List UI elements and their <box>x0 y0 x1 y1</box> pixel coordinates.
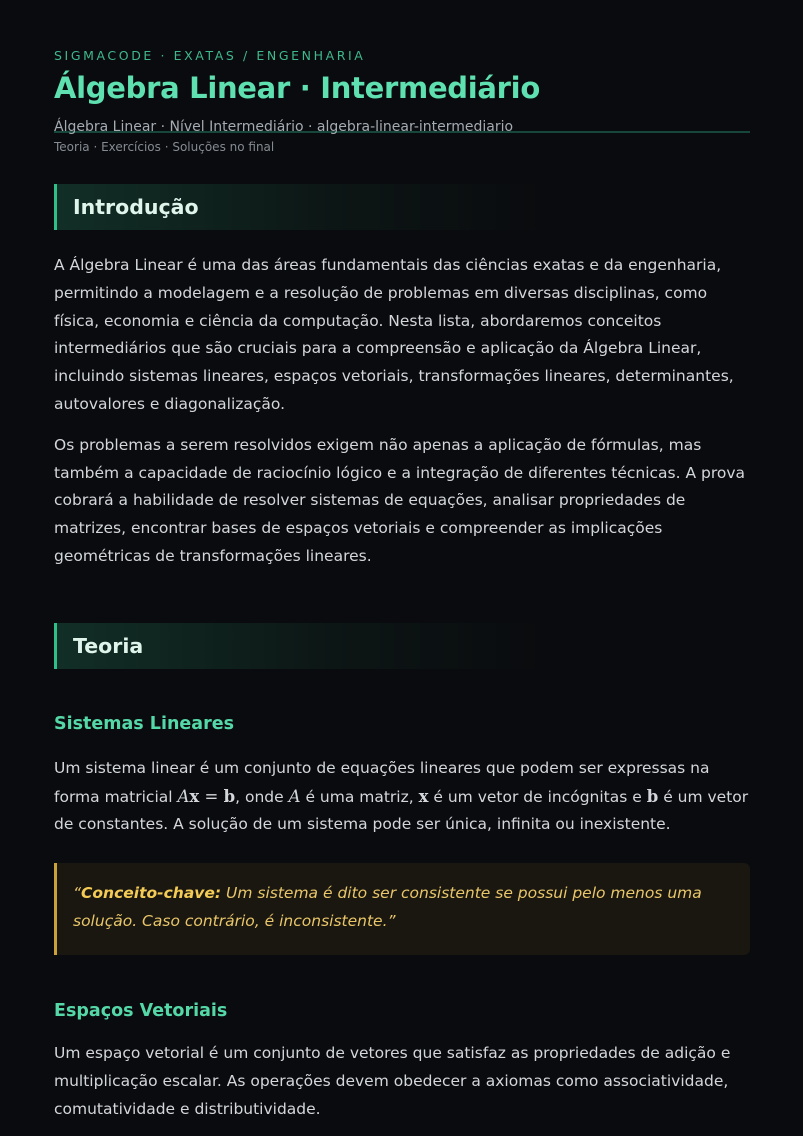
intro-heading: Introdução <box>73 195 199 219</box>
sl-text-5: é um vetor de constantes. A solução de um sistema pode ser única, infinita ou inexistente. <box>54 787 749 834</box>
symbol-x: x <box>418 786 429 806</box>
sl-text-2: , onde <box>235 787 289 806</box>
page-subtitle: Álgebra Linear · Nível Intermediário · algebra-linear-intermediario <box>54 119 514 135</box>
eq-vector-b: b <box>223 786 236 806</box>
page-title: Álgebra Linear · Intermediário <box>54 71 540 105</box>
sistemas-lineares-title: Sistemas Lineares <box>54 713 235 734</box>
document <box>54 0 750 1124</box>
page-meta: Teoria · Exercícios · Soluções no final <box>54 140 275 154</box>
symbol-b: b <box>646 786 659 806</box>
symbol-a: A <box>288 786 301 806</box>
concept-callout <box>54 863 750 955</box>
callout-open-quote: “ <box>73 884 82 903</box>
espacos-vetoriais-title: Espaços Vetoriais <box>54 1001 228 1022</box>
eq-vector-x: x <box>189 786 200 806</box>
eq-matrix-a: A <box>177 786 190 806</box>
intro-paragraph-1: A Álgebra Linear é uma das áreas fundamentais das ciências exatas e da engenharia, permitindo a modelagem e a resolução de problemas em diversas disciplinas, como física, economia e ciência da computação. Nesta lista, abordaremos conceitos intermediários que são cruciais para a compreensão e aplicação da Álgebra Linear, incluindo sistemas lineares, espaços vetoriais, transformações lineares, determinantes, autovalores e diagonalização. <box>54 256 734 413</box>
callout-key-label: Conceito-chave: <box>81 884 222 903</box>
eq-equals: = <box>199 786 224 806</box>
sistemas-lineares-paragraph <box>54 755 750 839</box>
doc-header <box>54 0 750 154</box>
sl-text-3: é uma matriz, <box>300 787 419 806</box>
teoria-heading: Teoria <box>73 633 144 658</box>
sl-text-1: Um sistema linear é um conjunto de equações lineares que podem ser expressas na forma matricial <box>54 758 710 806</box>
sl-text-4: é um vetor de incógnitas e <box>428 787 647 806</box>
intro-paragraph-2: Os problemas a serem resolvidos exigem não apenas a aplicação de fórmulas, mas também a capacidade de raciocínio lógico e a integração de diferentes técnicas. A prova cobrará a habilidade de resolver sistemas de equações, analisar propriedades de matrizes, encontrar bases de espaços vetoriais e compreender as implicações geométricas de transformações lineares. <box>54 435 746 565</box>
callout-close-quote: ” <box>387 912 396 931</box>
teoria-section <box>54 623 750 1124</box>
espacos-vetoriais-paragraph: Um espaço vetorial é um conjunto de vetores que satisfaz as propriedades de adição e multiplicação escalar. As operações devem obedecer a axiomas como associatividade, comutatividade e distributividade. <box>54 1044 731 1118</box>
callout-text: Um sistema é dito ser consistente se possui pelo menos uma solução. Caso contrário, é inconsistente. <box>73 884 702 931</box>
breadcrumb: SIGMACODE · EXATAS / ENGENHARIA <box>54 48 366 63</box>
intro-heading-bar <box>54 184 750 230</box>
teoria-heading-bar <box>54 623 750 669</box>
intro-section <box>54 184 750 571</box>
